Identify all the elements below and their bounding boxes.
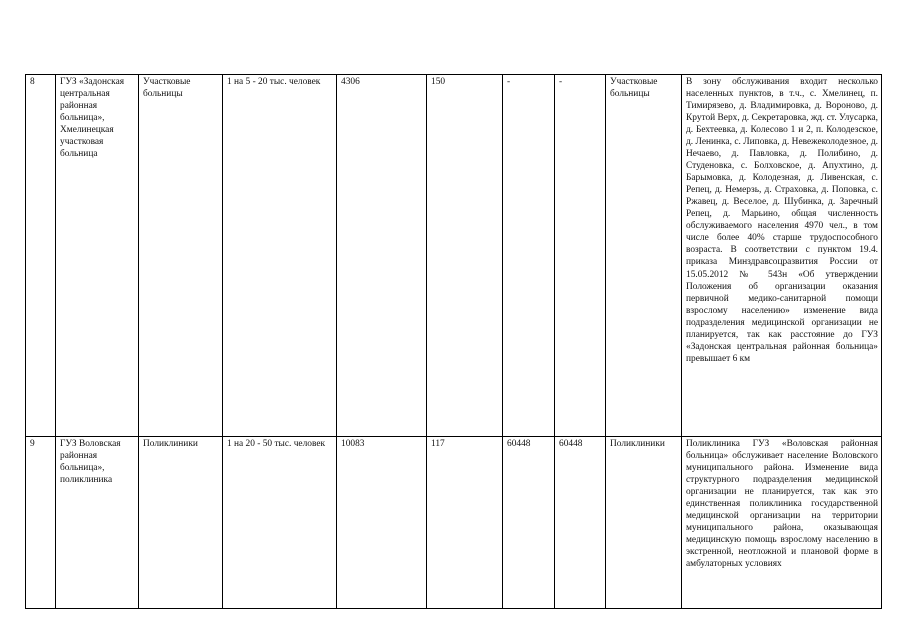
value-cell: 60448	[555, 437, 606, 609]
table-row	[26, 75, 882, 437]
value-cell: 60448	[503, 437, 555, 609]
unit-type: Участковые больницы	[139, 75, 223, 437]
unit-type-planned: Поликлиники	[606, 437, 682, 609]
row-number: 8	[26, 75, 56, 437]
distance-value: 117	[427, 437, 503, 609]
table-row	[26, 437, 882, 609]
value-cell: -	[555, 75, 606, 437]
unit-type: Поликлиники	[139, 437, 223, 609]
organization-name: ГУЗ Воловская районная больница», поликлиника	[56, 437, 139, 609]
distance-value: 150	[427, 75, 503, 437]
description-cell: Поликлиника ГУЗ «Воловская районная больница» обслуживает население Воловского муниципального района. Изменение вида структурного подразделения медицинской организации не планируется, так как это единственная поликлиника государственной медицинской организации на территории муниципального района, оказывающая медицинскую помощь взрослому населению в экстренной, неотложной и плановой форме в амбулаторных условиях	[682, 437, 882, 609]
unit-type-planned: Участковые больницы	[606, 75, 682, 437]
population-value: 10083	[337, 437, 427, 609]
unit-norm: 1 на 5 - 20 тыс. человек	[223, 75, 337, 437]
organization-name: ГУЗ «Задонская центральная районная больница», Хмелинецкая участковая больница	[56, 75, 139, 437]
value-cell: -	[503, 75, 555, 437]
row-number: 9	[26, 437, 56, 609]
data-table	[25, 74, 882, 609]
description-cell: В зону обслуживания входит несколько населенных пунктов, в т.ч., с. Хмелинец, п. Тимирязево, д. Владимировка, д. Вороново, д. Крутой Верх, д. Секретаровка, жд. ст. Улусарка, д. Бехтеевка, д. Колесово 1 и 2, п. Колодезское, д. Ленинка, с. Липовка, д. Невежеколодезное, д. Нечаево, д. Павловка, д. Полибино, д. Студеновка, с. Болховское, д. Апухтино, д. Барымовка, д. Колодезная, д. Ливенская, с. Репец, д. Немерзь, д. Страховка, д. Поповка, с. Ржавец, д. Веселое, д. Шубинка, д. Заречный Репец, д. Марьино, общая численность обслуживаемого населения 4970 чел., в том числе более 40% старше трудоспособного возраста. В соответствии с пунктом 19.4. приказа Минздравсоцразвития России от 15.05.2012 № 543н «Об утверждении Положения об организации оказания первичной медико-санитарной помощи взрослому населению» изменение вида подразделения медицинской организации не планируется, так как расстояние до ГУЗ «Задонская центральная районная больница» превышает 6 км	[682, 75, 882, 437]
unit-norm: 1 на 20 - 50 тыс. человек	[223, 437, 337, 609]
population-value: 4306	[337, 75, 427, 437]
